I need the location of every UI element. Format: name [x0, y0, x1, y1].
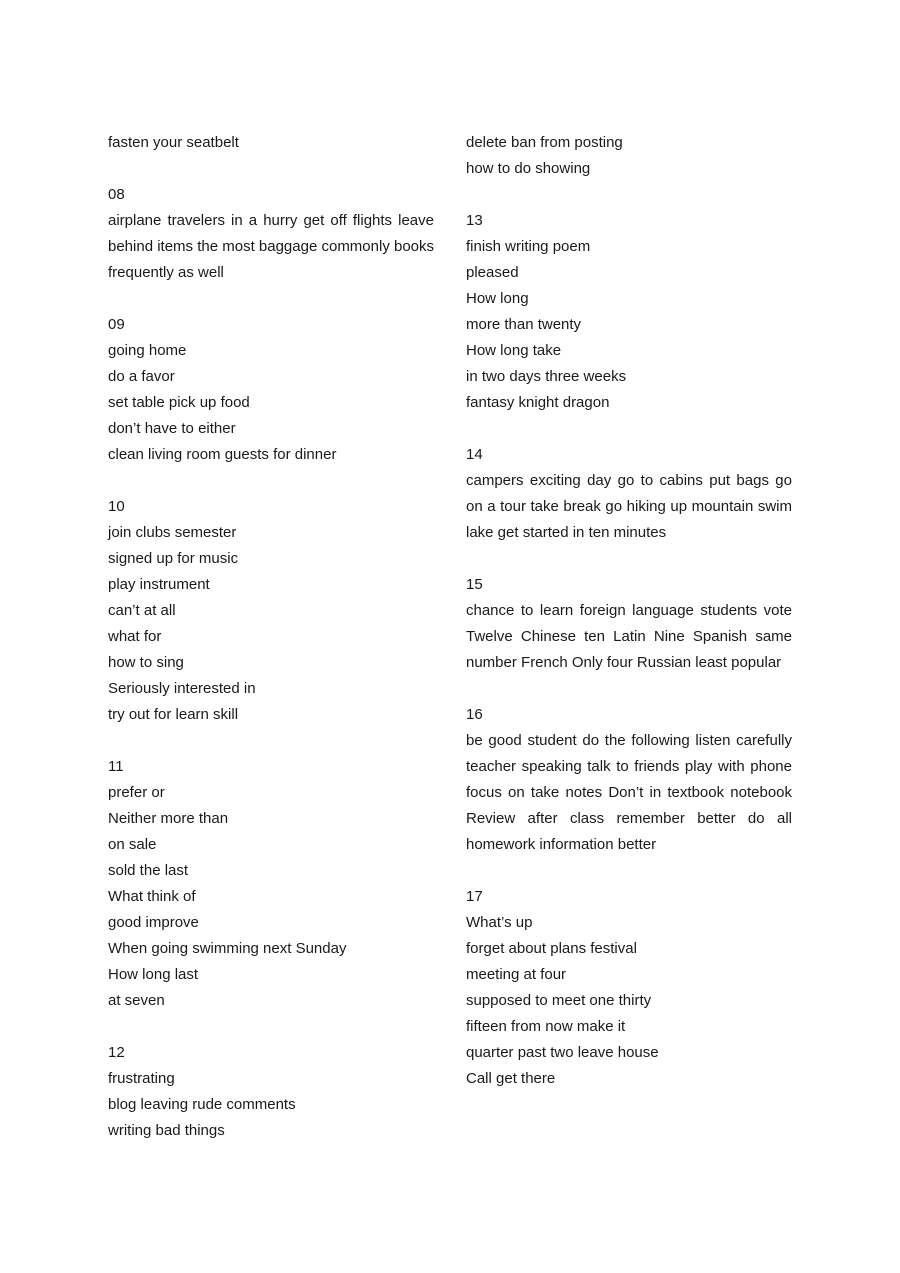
- section-number: 15: [466, 576, 483, 593]
- text-line: do a favor: [108, 368, 175, 385]
- text-line: fifteen from now make it: [466, 1018, 626, 1035]
- text-line: fantasy knight dragon: [466, 394, 610, 411]
- section-number: 14: [466, 446, 483, 463]
- column-left: [108, 130, 434, 1144]
- text-line: frustrating: [108, 1070, 175, 1087]
- text-line: join clubs semester: [108, 524, 237, 541]
- section-number: 13: [466, 212, 483, 229]
- text-line: Call get there: [466, 1070, 556, 1087]
- section-number: 17: [466, 888, 483, 905]
- section-block-09: [108, 312, 434, 468]
- text-line: finish writing poem: [466, 238, 591, 255]
- section-number: 11: [108, 758, 124, 775]
- text-line: How long take: [466, 342, 562, 359]
- section-block-11: [108, 754, 434, 1014]
- justified-paragraph: be good student do the following listen carefully teacher speaking talk to friends play with phone focus on take notes Don’t in textbook notebook Review after class remember better do all homework information better: [466, 732, 792, 853]
- section-number: 10: [108, 498, 125, 515]
- text-line: what for: [108, 628, 162, 645]
- justified-paragraph: chance to learn foreign language students vote Twelve Chinese ten Latin Nine Spanish same number French Only four Russian least popular: [466, 602, 792, 671]
- text-line: set table pick up food: [108, 394, 250, 411]
- section-block-13: [466, 208, 792, 416]
- text-line: how to sing: [108, 654, 184, 671]
- text-line: sold the last: [108, 862, 189, 879]
- text-line: good improve: [108, 914, 199, 931]
- text-line: quarter past two leave house: [466, 1044, 659, 1061]
- text-line: how to do showing: [466, 160, 591, 177]
- section-block-16: [466, 702, 792, 858]
- text-line: fasten your seatbelt: [108, 134, 239, 151]
- text-line: play instrument: [108, 576, 210, 593]
- text-line: How long: [466, 290, 529, 307]
- text-line: How long last: [108, 966, 199, 983]
- text-line: at seven: [108, 992, 165, 1009]
- text-line: Neither more than: [108, 810, 229, 827]
- text-line: on sale: [108, 836, 157, 853]
- text-line: can’t at all: [108, 602, 176, 619]
- section-block-14: [466, 442, 792, 546]
- text-line: writing bad things: [108, 1122, 225, 1139]
- text-line: try out for learn skill: [108, 706, 239, 723]
- section-block-12: [108, 1040, 434, 1144]
- text-line: signed up for music: [108, 550, 239, 567]
- section-block-10: [108, 494, 434, 728]
- text-line: clean living room guests for dinner: [108, 446, 337, 463]
- section-block: [466, 130, 792, 182]
- section-block: [108, 130, 434, 156]
- text-line: What’s up: [466, 914, 533, 931]
- text-line: What think of: [108, 888, 196, 905]
- section-number: 12: [108, 1044, 125, 1061]
- section-block-08: [108, 182, 434, 286]
- section-number: 08: [108, 186, 125, 203]
- justified-paragraph: airplane travelers in a hurry get off flights leave behind items the most baggage commonly books frequently as well: [108, 212, 435, 281]
- text-line: Seriously interested in: [108, 680, 256, 697]
- section-block-17: [466, 884, 792, 1092]
- text-line: delete ban from posting: [466, 134, 623, 151]
- text-line: supposed to meet one thirty: [466, 992, 652, 1009]
- text-line: pleased: [466, 264, 519, 281]
- justified-paragraph: campers exciting day go to cabins put bags go on a tour take break go hiking up mountain swim lake get started in ten minutes: [466, 472, 792, 541]
- text-line: blog leaving rude comments: [108, 1096, 296, 1113]
- text-line: in two days three weeks: [466, 368, 627, 385]
- section-number: 16: [466, 706, 483, 723]
- text-line: going home: [108, 342, 187, 359]
- text-line: more than twenty: [466, 316, 582, 333]
- text-line: When going swimming next Sunday: [108, 940, 347, 957]
- text-line: forget about plans festival: [466, 940, 637, 957]
- section-number: 09: [108, 316, 125, 333]
- text-line: prefer or: [108, 784, 165, 801]
- text-line: meeting at four: [466, 966, 567, 983]
- section-block-15: [466, 572, 792, 676]
- text-line: don’t have to either: [108, 420, 236, 437]
- column-right: [466, 130, 792, 1092]
